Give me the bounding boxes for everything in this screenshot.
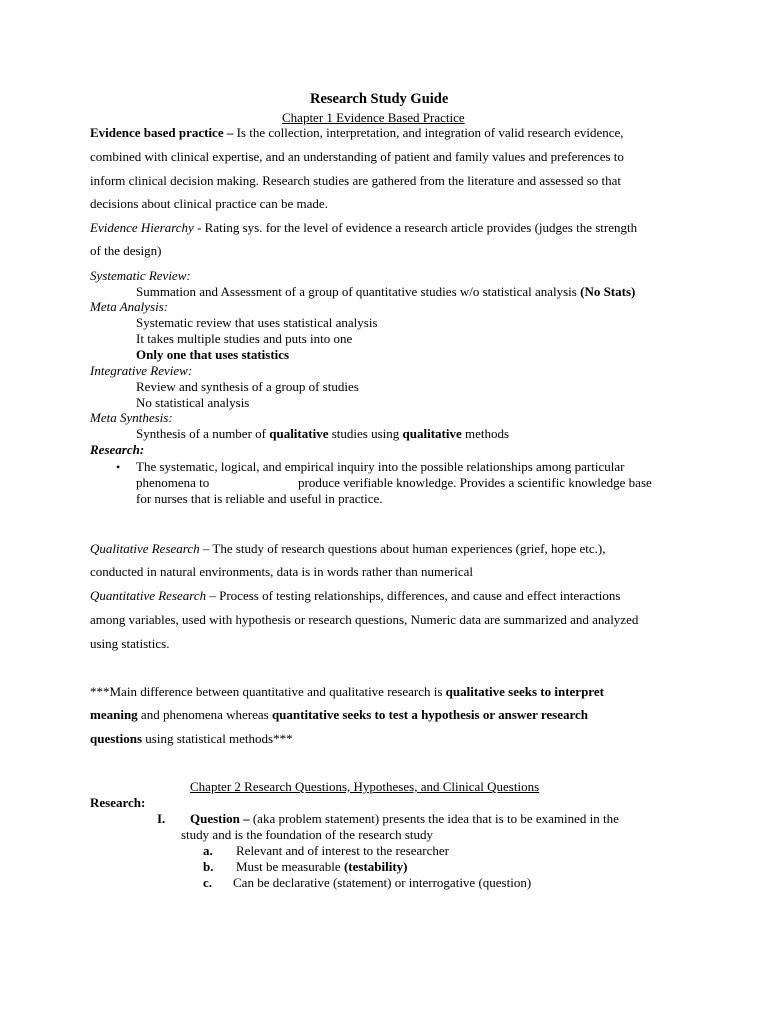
main-diff-g: using statistical methods*** <box>142 731 293 746</box>
page-title: Research Study Guide <box>310 91 449 107</box>
meta-synthesis-d: qualitative <box>402 426 462 441</box>
main-diff-line-2 <box>90 707 588 723</box>
meta-synthesis-c: studies using <box>328 426 403 441</box>
hierarchy-line-2: of the design) <box>90 243 162 258</box>
hierarchy-term: Evidence Hierarchy <box>90 220 194 235</box>
integrative-review-label <box>90 363 192 379</box>
main-diff-e: quantitative seeks to test a hypothesis or answer research <box>271 707 589 722</box>
roman-i: I. <box>157 811 166 826</box>
chapter1-heading: Chapter 1 Evidence Based Practice <box>282 110 465 125</box>
quantitative-def-1: – Process of testing relationships, differences, and cause and effect interactions <box>206 588 621 603</box>
ebp-def-1: Is the collection, interpretation, and integration of valid research evidence, <box>233 125 624 140</box>
item-b-text: Must be measurable <box>236 859 344 874</box>
meta-synthesis-term: Meta Synthesis: <box>90 410 173 425</box>
meta-analysis-term: Meta Analysis: <box>90 299 169 314</box>
chapter2-heading: Chapter 2 Research Questions, Hypotheses, and Clinical Questions <box>190 779 540 794</box>
research-line-2a: phenomena to <box>136 475 210 490</box>
bullet-icon: • <box>116 460 121 474</box>
main-diff-d: and phenomena whereas <box>137 707 272 722</box>
roman-numeral-1 <box>157 811 165 827</box>
integrative-review-line-2: No statistical analysis <box>136 395 250 410</box>
qualitative-term: Qualitative Research <box>90 541 200 556</box>
question-term: Question – <box>190 811 250 826</box>
list-label-b <box>203 859 213 875</box>
list-item-c: Can be declarative (statement) or interrogative (question) <box>233 875 532 890</box>
question-line-2: study and is the foundation of the research study <box>181 827 433 842</box>
meta-synthesis-line <box>136 426 509 442</box>
question-line-1 <box>190 811 619 827</box>
main-diff-b: qualitative seeks to interpret <box>445 684 604 699</box>
research-line-2b: produce verifiable knowledge. Provides a scientific knowledge base <box>298 475 652 490</box>
meta-synthesis-label <box>90 410 173 426</box>
list-item-a: Relevant and of interest to the researcher <box>236 843 449 858</box>
meta-analysis-line-1: Systematic review that uses statistical analysis <box>136 315 378 330</box>
qualitative-line-2: conducted in natural environments, data is in words rather than numerical <box>90 564 474 579</box>
meta-synthesis-b: qualitative <box>269 426 329 441</box>
research-line-3: for nurses that is reliable and useful in practice. <box>136 491 383 506</box>
systematic-review-text: Summation and Assessment of a group of quantitative studies w/o statistical analysis <box>136 284 581 299</box>
qualitative-line-1 <box>90 541 606 557</box>
hierarchy-line-1 <box>90 220 637 236</box>
systematic-review-label <box>90 268 191 284</box>
main-diff-line-1 <box>90 684 604 700</box>
meta-analysis-label <box>90 299 168 315</box>
qualitative-def-1: – The study of research questions about human experiences (grief, hope etc.), <box>199 541 606 556</box>
meta-synthesis-e: methods <box>461 426 510 441</box>
research2-term: Research: <box>90 795 146 810</box>
hierarchy-def-1: - Rating sys. for the level of evidence a research article provides (judges the strength <box>193 220 638 235</box>
no-stats-note: (No Stats) <box>580 284 636 299</box>
meta-analysis-line-3 <box>136 347 289 363</box>
ebp-line-2: combined with clinical expertise, and an understanding of patient and family values and preferences to <box>90 149 624 164</box>
main-diff-f: questions <box>90 731 143 746</box>
ebp-line-4: decisions about clinical practice can be made. <box>90 196 328 211</box>
meta-analysis-line-2: It takes multiple studies and puts into one <box>136 331 353 346</box>
main-diff-line-3 <box>90 731 293 747</box>
list-item-b <box>236 859 408 875</box>
systematic-review-line <box>136 284 635 300</box>
quantitative-line-1 <box>90 588 620 604</box>
quantitative-term: Quantitative Research <box>90 588 207 603</box>
item-b-bold: (testability) <box>343 859 408 874</box>
label-a: a. <box>203 843 213 858</box>
systematic-review-term: Systematic Review: <box>90 268 191 283</box>
question-def-1: (aka problem statement) presents the idea that is to be examined in the <box>249 811 619 826</box>
integrative-review-line-1: Review and synthesis of a group of studies <box>136 379 359 394</box>
quantitative-line-3: using statistics. <box>90 636 170 651</box>
research-label <box>90 442 144 458</box>
list-label-c <box>203 875 212 891</box>
research-line-1: The systematic, logical, and empirical inquiry into the possible relationships among particular <box>136 459 625 474</box>
research-term: Research: <box>90 442 145 457</box>
quantitative-line-2: among variables, used with hypothesis or research questions, Numeric data are summarized and analyzed <box>90 612 639 627</box>
research2-label <box>90 795 145 811</box>
meta-synthesis-a: Synthesis of a number of <box>136 426 270 441</box>
label-b: b. <box>203 859 214 874</box>
label-c: c. <box>203 875 213 890</box>
list-label-a <box>203 843 213 859</box>
integrative-review-term: Integrative Review: <box>90 363 193 378</box>
ebp-term: Evidence based practice – <box>90 125 234 140</box>
ebp-line-3: inform clinical decision making. Research studies are gathered from the literature and assessed so that <box>90 173 622 188</box>
ebp-line-1 <box>90 125 624 141</box>
meta-analysis-bold: Only one that uses statistics <box>136 347 290 362</box>
main-diff-c: meaning <box>90 707 138 722</box>
main-diff-a: ***Main difference between quantitative and qualitative research is <box>90 684 446 699</box>
